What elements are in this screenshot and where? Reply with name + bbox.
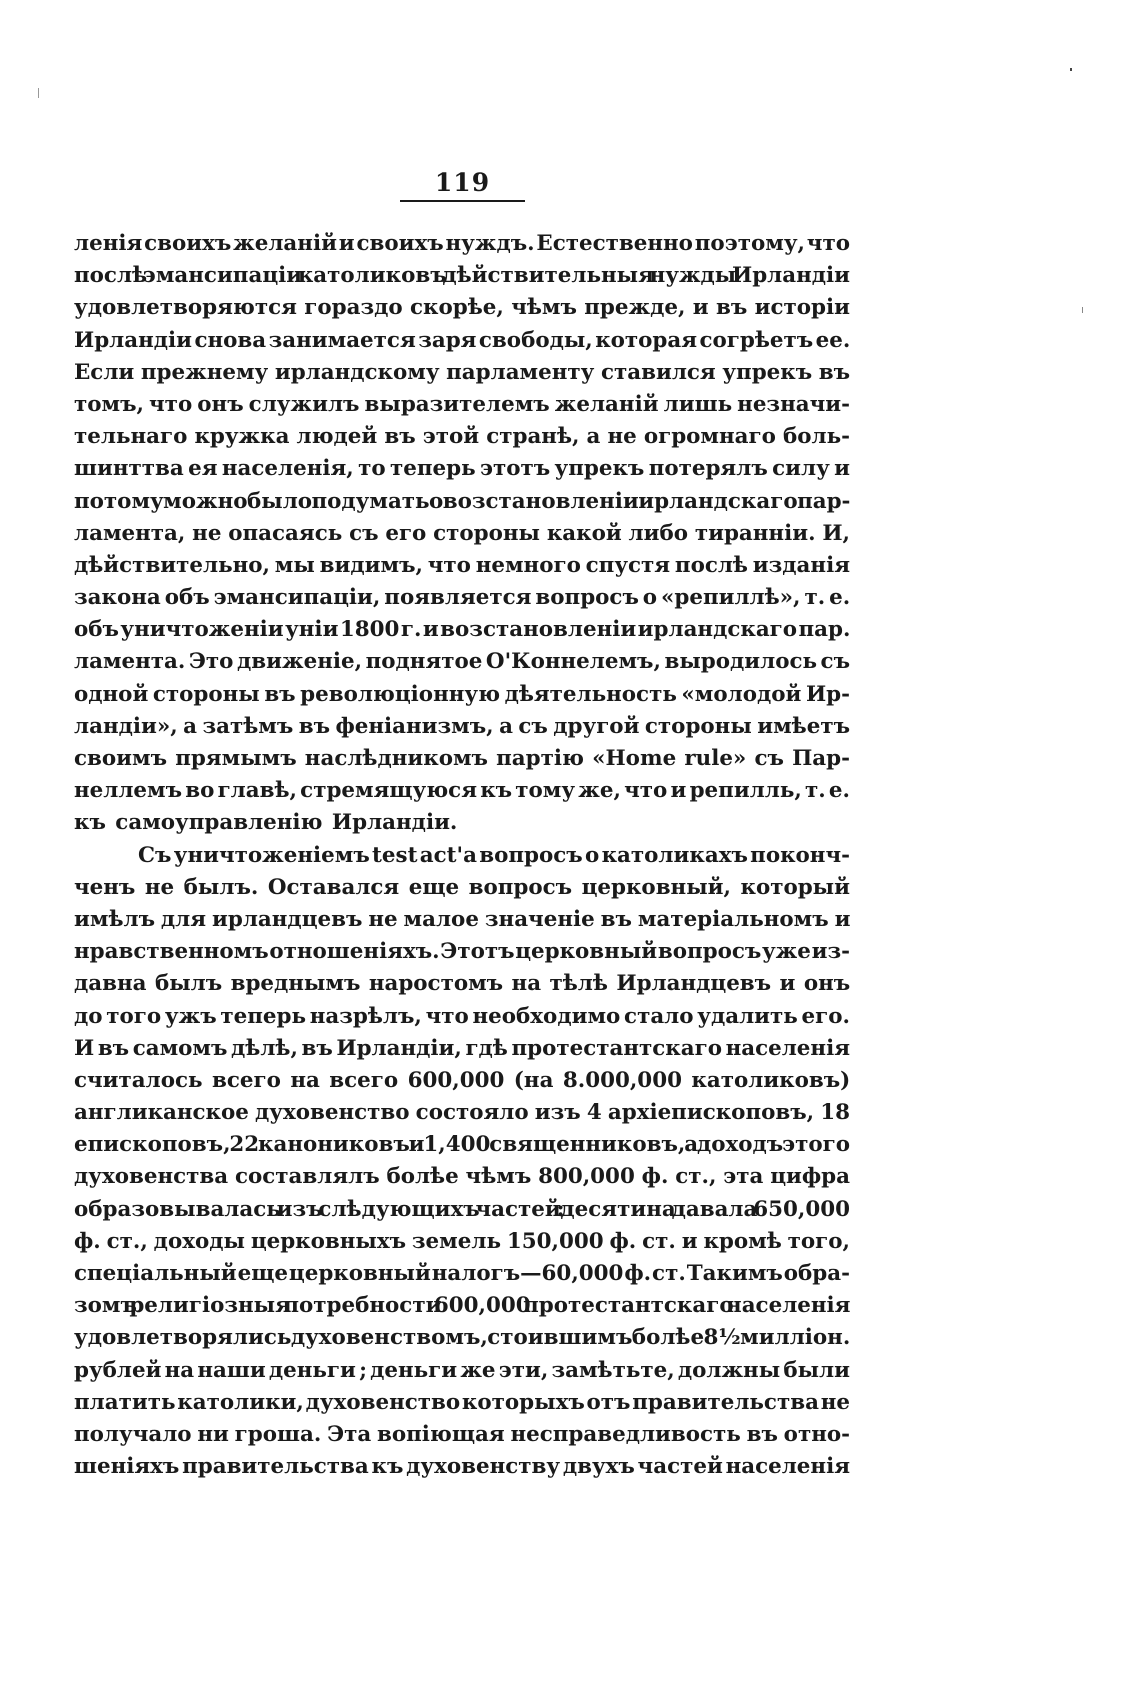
text-line: зомъ религіозныя потребности 600,000 протестантскаго населенія [74,1293,851,1319]
scan-speck [38,88,39,98]
text-line: ландіи», а затѣмъ въ феніанизмъ, а съ другой стороны имѣетъ [74,713,850,739]
page-number: 119 [434,168,491,197]
text-line: дѣйствительно, мы видимъ, что немного спустя послѣ изданія [74,552,850,578]
text-line: рублей на наши деньги ; деньги же эти, замѣтьте, должны были [74,1357,850,1383]
body-text [74,228,850,1483]
text-line: ламента, не опасаясь съ его стороны какой либо тиранніи. И, [74,520,850,546]
text-line: Съ уничтоженіемъ test act'а вопросъ о католикахъ поконч- [138,842,850,868]
text-line: давна былъ вреднымъ наростомъ на тѣлѣ Ирландцевъ и онъ [74,971,851,997]
text-line: шеніяхъ правительства къ духовенству двухъ частей населенія [74,1454,850,1480]
text-line: къ самоуправленію Ирландіи. [74,810,458,836]
text-line: своимъ прямымъ наслѣдникомъ партію «Home rule» съ Пар- [74,746,850,771]
text-line: удовлетворяются гораздо скорѣе, чѣмъ прежде, и въ исторіи [74,295,850,321]
text-line: получало ни гроша. Эта вопіющая несправедливость въ отно- [74,1421,850,1447]
text-line: англиканское духовенство состояло изъ 4 архіепископовъ, 18 [74,1100,850,1126]
text-line: закона объ эмансипаціи, появляется вопросъ о «репиллѣ», т. е. [74,585,851,611]
text-line: ленія своихъ желаній и своихъ нуждъ. Естественно поэтому, что [74,231,850,256]
text-line: Если прежнему ирландскому парламенту ставился упрекъ въ [74,359,850,385]
text-line: шинттва ея населенія, то теперь этотъ упрекъ потерялъ силу и [74,456,850,482]
text-line: послѣ эмансипаціи католиковъ дѣйствительныя нужды Ирландіи [74,263,850,289]
text-line: неллемъ во главѣ, стремящуюся къ тому же, что и репилль, т. е. [74,778,850,804]
text-line: ченъ не былъ. Оставался еще вопросъ церковный, который [74,874,850,900]
text-line: томъ, что онъ служилъ выразителемъ желаній лишь незначи- [74,391,850,417]
text-line: Ирландіи снова занимается заря свободы, которая согрѣетъ ее. [74,327,851,353]
scan-speck [1070,68,1072,71]
text-line: ламента. Это движеніе, поднятое О'Коннелемъ, выродилось съ [74,649,850,675]
text-line: епископовъ, 22 канониковъ и 1,400 священниковъ, а доходъ этого [74,1132,850,1158]
text-line: имѣлъ для ирландцевъ не малое значеніе въ матеріальномъ и [74,906,851,932]
text-line: одной стороны въ революціонную дѣятельность «молодой Ир- [74,681,850,707]
text-line: до того ужъ теперь назрѣлъ, что необходимо стало удалить его. [74,1003,850,1029]
text-line: потому можно было подумать о возстановленіи ирландскаго пар- [74,488,851,514]
text-line: платить католики, духовенство которыхъ отъ правительства не [74,1389,850,1415]
text-line: спеціальный еще церковный налогъ—60,000 ф. ст. Такимъ обра- [74,1261,850,1286]
text-line: объ уничтоженіи уніи 1800 г. и возстановленіи ирландскаго пар. [74,617,851,643]
scan-speck [1082,307,1083,313]
text-line: И въ самомъ дѣлѣ, въ Ирландіи, гдѣ протестантскаго населенія [74,1035,850,1061]
text-line: образовывалась изъ слѣдующихъ частей : десятина давала 650,000 [74,1196,850,1222]
paragraph-2 [74,840,850,1484]
text-line: нравственномъ отношеніяхъ. Этотъ церковный вопросъ уже из- [74,939,850,965]
text-line: считалось всего на всего 600,000 (на 8.000,000 католиковъ) [74,1067,851,1093]
text-line: духовенства составлялъ болѣе чѣмъ 800,000 ф. ст., эта цифра [74,1164,850,1190]
paragraph-1 [74,228,850,840]
text-line: ф. ст., доходы церковныхъ земель 150,000 ф. ст. и кромѣ того, [74,1228,850,1254]
text-line: удовлетворялись духовенствомъ, стоившимъ болѣе 8½ милліон. [74,1325,851,1351]
text-line: тельнаго кружка людей въ этой странѣ, а не огромнаго боль- [74,424,850,450]
page-number-rule [400,200,525,202]
